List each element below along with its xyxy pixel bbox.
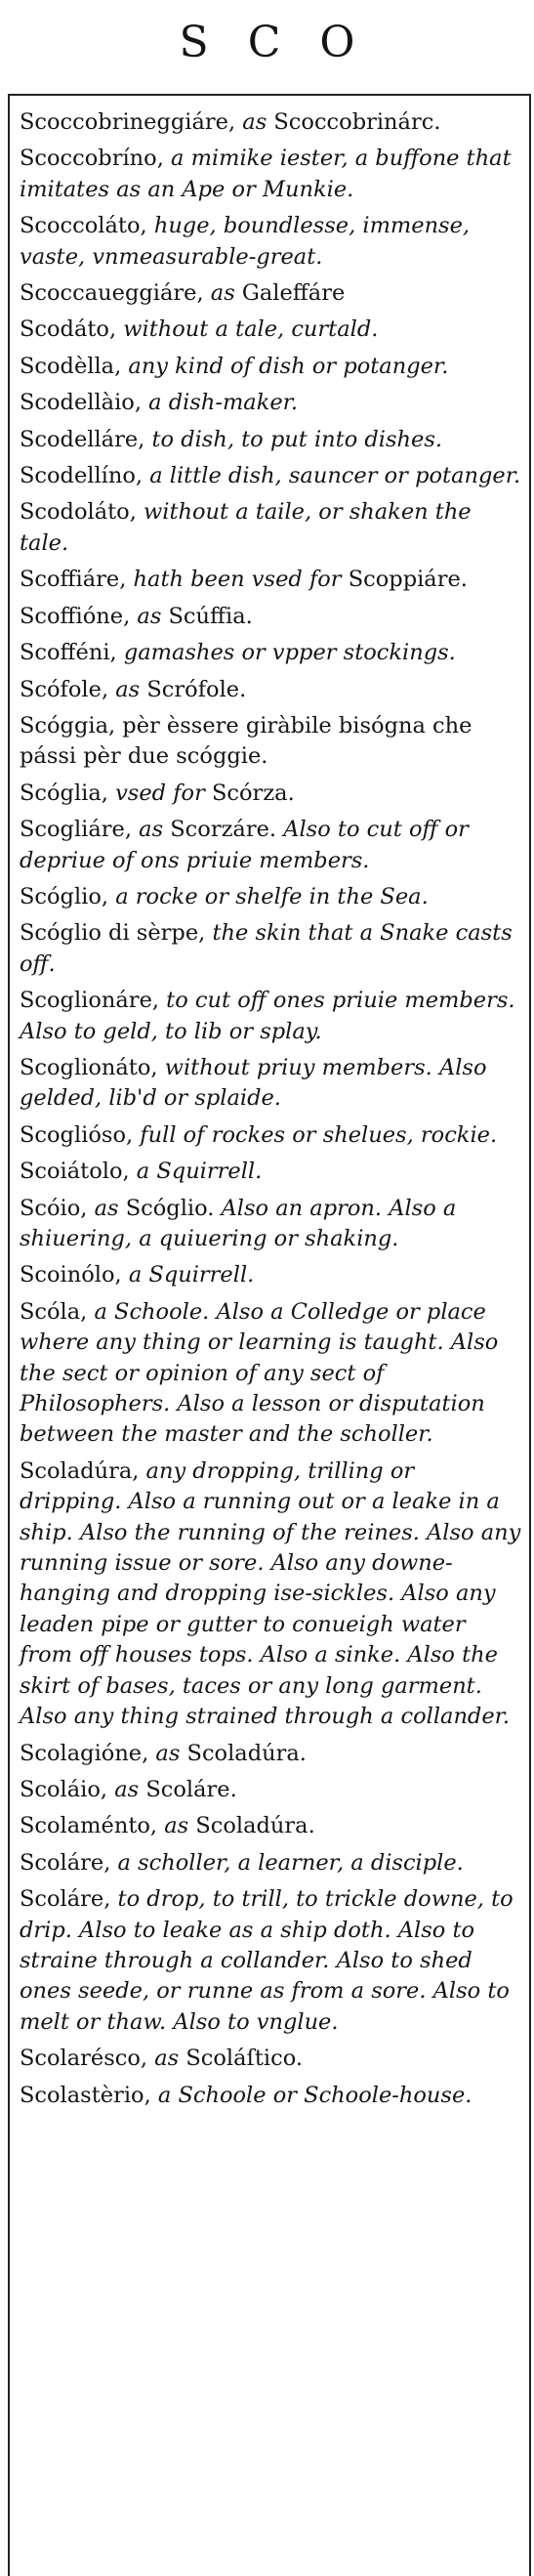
dictionary-entry <box>20 2044 521 2074</box>
entry-definition: a mimike iester, a buffone that imitates as an Ape or Munkie. <box>20 146 512 202</box>
entry-headword: Scodèlla, <box>20 353 122 379</box>
entry-definition: as <box>157 1813 196 1839</box>
entry-headword: Scolastèrio, <box>20 2082 151 2108</box>
entry-headword: Scoglionáre, <box>20 988 160 1014</box>
dictionary-entry <box>20 1194 521 1255</box>
dictionary-entry <box>20 918 521 980</box>
entry-headword: Scoinólo, <box>20 1262 122 1288</box>
entry-definition: a scholler, a learner, a disciple. <box>110 1849 464 1876</box>
entry-headword: Scoláre, <box>20 1849 111 1876</box>
entry-cross-reference: Scúffia. <box>168 603 253 629</box>
entry-cross-reference: Scoláre. <box>145 1776 237 1802</box>
entry-definition: as <box>148 1740 187 1766</box>
entry-definition: as <box>87 1195 126 1221</box>
entry-definition: as <box>235 109 274 135</box>
entry-headword: Scolaménto, <box>20 1813 158 1839</box>
dictionary-entry <box>20 144 521 205</box>
page-header <box>0 0 534 70</box>
entry-definition: without a tale, curtald. <box>116 317 379 343</box>
entry-definition: as <box>147 2046 186 2072</box>
dictionary-entry <box>20 1848 521 1879</box>
entry-definition: as <box>107 1776 146 1802</box>
entry-headword: Scoccobrineggiáre, <box>20 109 236 135</box>
entry-cross-reference: Scórza. <box>212 780 295 806</box>
dictionary-entry <box>20 388 521 418</box>
entry-headword: Scóla, <box>20 1298 88 1325</box>
entry-headword: Scodellàio, <box>20 390 142 416</box>
entry-headword: Scóglio di sèrpe, <box>20 920 206 947</box>
entry-cross-reference: Scóglio. <box>125 1195 215 1221</box>
entry-definition: hath been vsed for <box>126 567 349 593</box>
entry-headword: Scogliόso, <box>20 1121 134 1148</box>
entry-definition: a Schoole or Schoole-house. <box>150 2082 472 2108</box>
dictionary-entry <box>20 461 521 491</box>
entry-headword: Scóggia, <box>20 712 116 739</box>
dictionary-entry <box>20 315 521 345</box>
entry-cross-reference: Scorzáre. <box>170 817 277 843</box>
dictionary-entry <box>20 278 521 309</box>
dictionary-entry <box>20 2081 521 2111</box>
entry-headword: Scoffióne, <box>20 603 131 629</box>
entry-headword: Scogliáre, <box>20 817 132 843</box>
entry-definition: to cut off ones priuie members. Also to geld, to lib or splay. <box>20 988 515 1044</box>
dictionary-entry <box>20 1297 521 1451</box>
entry-cross-reference: Galeffáre <box>241 280 346 307</box>
dictionary-entry <box>20 1053 521 1115</box>
dictionary-entry <box>20 425 521 455</box>
dictionary-entry <box>20 565 521 595</box>
entry-headword: Scóglio, <box>20 883 109 909</box>
entry-headword: Scolarésco, <box>20 2046 148 2072</box>
entry-headword: Scoláre, <box>20 1886 111 1913</box>
entry-headword: Scoccobríno, <box>20 146 164 172</box>
dictionary-entry <box>20 602 521 632</box>
entry-headword: Scoccoláto, <box>20 213 147 239</box>
entry-definition: huge, boundlesse, immense, vaste, vnmeasurable-great. <box>20 213 471 270</box>
dictionary-entry <box>20 1884 521 2038</box>
entry-cross-reference: Scoladúra. <box>186 1740 307 1766</box>
dictionary-entry <box>20 1739 521 1769</box>
dictionary-entry <box>20 1260 521 1290</box>
entry-definition: to drop, to trill, to trickle downe, to drip. Also to leake as a ship doth. Also to straine through a collander. Also to shed ones seede, or runne as from a sore. Also to melt or thaw. Also to vnglue. <box>20 1886 513 2035</box>
dictionary-entry <box>20 779 521 809</box>
entry-definition: as <box>203 280 242 307</box>
dictionary-entry <box>20 497 521 559</box>
entry-headword: Scófole, <box>20 676 109 702</box>
entry-definition: vsed for <box>107 780 212 806</box>
dictionary-entry <box>20 675 521 705</box>
entry-definition: without a taile, or shaken the tale. <box>20 499 472 556</box>
entry-headword: Scofféni, <box>20 640 117 666</box>
entry-headword: Scodoláto, <box>20 499 137 526</box>
dictionary-entry <box>20 1811 521 1841</box>
entry-definition: the skin that a Snake casts off. <box>20 920 513 977</box>
dictionary-entry <box>20 1775 521 1805</box>
page-title: SCO <box>179 18 394 67</box>
entry-headword: Scodáto, <box>20 317 117 343</box>
entry-definition: without priuy members. Also gelded, lib'd or splaide. <box>20 1054 487 1112</box>
entry-headword: Scodelláre, <box>20 426 145 452</box>
entry-headword: Scóio, <box>20 1195 88 1221</box>
entry-definition: as <box>130 603 169 629</box>
entry-headword: Scolagióne, <box>20 1740 149 1766</box>
dictionary-entry <box>20 1457 521 1733</box>
entry-definition: a little dish, sauncer or potanger. <box>143 463 521 489</box>
entry-definition: as <box>108 676 147 702</box>
entry-headword: Scoiátolo, <box>20 1159 130 1185</box>
entry-definition-extra: Also to cut off or depriue of ons priuie members. <box>20 817 469 873</box>
dictionary-entry <box>20 711 521 773</box>
entry-headword: Scoláio, <box>20 1776 108 1802</box>
entry-definition: any kind of dish or potanger. <box>121 353 449 379</box>
entry-headword: Scóglia, <box>20 780 108 806</box>
entry-cross-reference: Scrófole. <box>146 676 247 702</box>
entry-cross-reference: Scoladúra. <box>195 1813 315 1839</box>
entry-headword: Scoffiáre, <box>20 567 127 593</box>
entry-cross-reference: Scoláſtico. <box>185 2046 304 2072</box>
dictionary-entry <box>20 107 521 138</box>
entry-definition: a Squirrell. <box>129 1159 263 1185</box>
entry-definition: to dish, to put into dishes. <box>144 426 443 452</box>
entry-definition: a dish-maker. <box>141 390 299 416</box>
dictionary-entry <box>20 1157 521 1187</box>
dictionary-entry <box>20 352 521 382</box>
dictionary-entry <box>20 986 521 1047</box>
entry-cross-reference: Scoccobrinárc. <box>273 109 441 135</box>
entry-headword: Scoglionáto, <box>20 1054 158 1080</box>
entries-column <box>8 94 531 2576</box>
entry-definition: gamashes or vpper stockings. <box>116 640 456 666</box>
entry-definition: full of rockes or shelues, rockie. <box>133 1121 498 1148</box>
entry-headword: Scoladúra, <box>20 1457 140 1484</box>
entry-definition-extra: Also an apron. Also a shiuering, a quiuering or shaking. <box>20 1195 457 1251</box>
dictionary-entry <box>20 882 521 912</box>
dictionary-entry <box>20 1120 521 1151</box>
dictionary-entry <box>20 211 521 273</box>
entry-definition: a rocke or shelfe in the Sea. <box>108 883 429 909</box>
entry-cross-reference: Scoppiáre. <box>348 567 468 593</box>
entry-definition: any dropping, trilling or dripping. Also a running out or a leake in a ship. Also the running of the reines. Also any running issue or sore. Also any downe-hanging and dropping ise-sickles. Also any leaden pipe or gutter to conueigh water from off houses tops. Also a sinke. Also the skirt of bases, taces or any long garment. Also any thing strained through a collander. <box>20 1457 521 1730</box>
dictionary-entry <box>20 815 521 876</box>
dictionary-entry <box>20 638 521 668</box>
entry-definition: as <box>132 817 171 843</box>
entry-definition: a Schoole. Also a Colledge or place where any thing or learning is taught. Also the sect or opinion of any sect of Philosophers. Also a lesson or disputation between the master and the scholler. <box>20 1298 499 1448</box>
entry-headword: Scoccaueggiáre, <box>20 280 204 307</box>
entry-definition: a Squirrell. <box>121 1262 255 1288</box>
entry-headword: Scodellíno, <box>20 463 144 489</box>
entry-cross-reference: pèr èssere giràbile bisógna che pássi pèr due scóggie. <box>20 712 472 770</box>
